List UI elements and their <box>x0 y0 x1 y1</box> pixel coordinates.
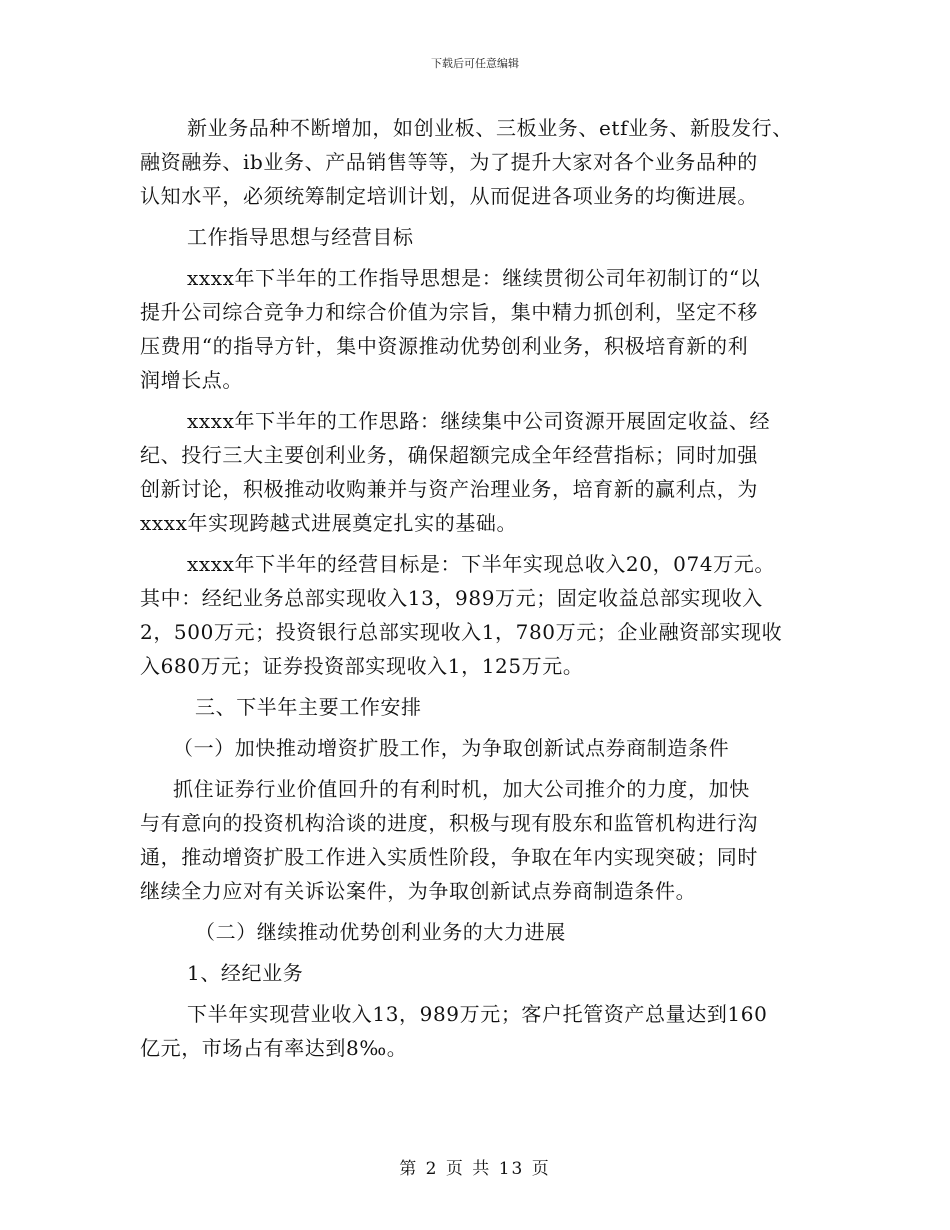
paragraph-line: 纪、投行三大主要创利业务，确保超额完成全年经营指标；同时加强 <box>140 443 758 467</box>
paragraph-line: 压费用“的指导方针，集中资源推动优势创利业务，积极培育新的利 <box>140 334 749 358</box>
paragraph-line: xxxx年实现跨越式进展奠定扎实的基础。 <box>140 511 518 535</box>
paragraph-line: 与有意向的投资机构洽谈的进度，积极与现有股东和监管机构进行沟 <box>140 811 758 835</box>
paragraph-line: 2，500万元；投资银行总部实现收入1，780万元；企业融资部实现收 <box>140 620 783 644</box>
paragraph-line: 抓住证券行业价值回升的有利时机，加大公司推介的力度，加快 <box>173 777 750 801</box>
document-body <box>140 111 840 1065</box>
paragraph-line: 认知水平，必须统筹制定培训计划，从而促进各项业务的均衡进展。 <box>140 184 758 208</box>
subsection-heading: （二）继续推动优势创利业务的大力进展 <box>195 920 566 944</box>
paragraph-line: 融资融券、ib业务、产品销售等等，为了提升大家对各个业务品种的 <box>140 150 758 174</box>
paragraph-line: 入680万元；证券投资部实现收入1，125万元。 <box>140 654 584 678</box>
paragraph-line: 新业务品种不断增加，如创业板、三板业务、etf业务、新股发行、 <box>187 116 793 140</box>
item-heading: 1、经纪业务 <box>187 961 304 985</box>
page-header: 下载后可任意编辑 <box>431 57 519 70</box>
paragraph-line: 继续全力应对有关诉讼案件，为争取创新试点券商制造条件。 <box>140 879 697 903</box>
paragraph-line: 其中：经纪业务总部实现收入13，989万元；固定收益总部实现收入 <box>140 586 763 610</box>
paragraph-line: 下半年实现营业收入13，989万元；客户托管资产总量达到160 <box>187 1002 768 1026</box>
paragraph-line: xxxx年下半年的经营目标是：下半年实现总收入20，074万元。 <box>187 552 775 576</box>
subsection-heading: （一）加快推动增资扩股工作，为争取创新试点券商制造条件 <box>173 736 730 760</box>
paragraph-line: 提升公司综合竞争力和综合价值为宗旨，集中精力抓创利，坚定不移 <box>140 300 758 324</box>
paragraph-line: xxxx年下半年的工作思路：继续集中公司资源开展固定收益、经 <box>187 409 771 433</box>
paragraph-line: 亿元，市场占有率达到8‰。 <box>140 1036 408 1060</box>
paragraph-line: 创新讨论，积极推动收购兼并与资产治理业务，培育新的赢利点，为 <box>140 477 758 501</box>
paragraph-line: 润增长点。 <box>140 368 243 392</box>
section-heading: 工作指导思想与经营目标 <box>187 225 414 249</box>
page-number: 第 2 页 共 13 页 <box>399 1159 551 1179</box>
paragraph-line: 通，推动增资扩股工作进入实质性阶段，争取在年内实现突破；同时 <box>140 845 758 869</box>
paragraph-line: xxxx年下半年的工作指导思想是：继续贯彻公司年初制订的“以 <box>187 266 761 290</box>
section-heading: 三、下半年主要工作安排 <box>195 695 422 719</box>
